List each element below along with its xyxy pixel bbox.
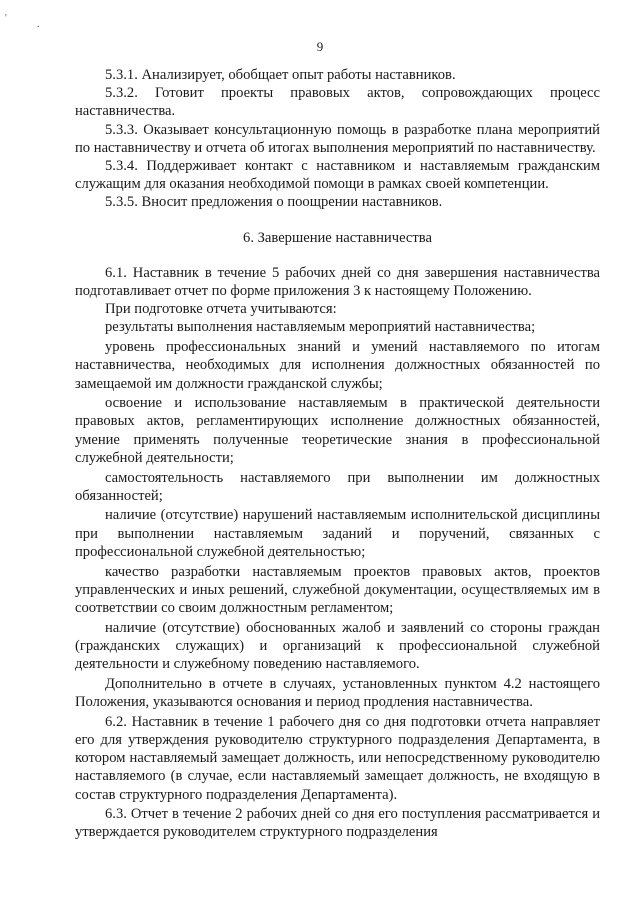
paragraph: При подготовке отчета учитываются: [105,301,337,318]
list-item: освоение и использование наставляемым в практической деятельности правовых актов, регламентирующих исполнение должностных обязанностей, умение применять полученные теоретические знания в профессиональной служебной деятельности; [75,395,600,466]
paragraph-5-3-4: 5.3.4. Поддерживает контакт с наставником и наставляемым гражданским служащим для оказания необходимой помощи в рамках своей компетенции. [75,158,600,193]
list-item: качество разработки наставляемым проектов правовых актов, проектов управленческих и иных решений, служебной документации, осуществляемых им в соответствии со своим должностным регламентом; [75,563,600,616]
page-number: 9 [316,39,324,54]
paragraph-6-3: 6.3. Отчет в течение 2 рабочих дней со дня его поступления рассматривается и утверждается руководителем структурного подразделения [75,806,600,841]
paragraph-5-3-2: 5.3.2. Готовит проекты правовых актов, сопровождающих процесс наставничества. [75,85,600,120]
paragraph-5-3-1: 5.3.1. Анализирует, обобщает опыт работы наставников. [105,67,456,83]
paragraph-5-3-3: 5.3.3. Оказывает консультационную помощь в разработке плана мероприятий по наставничеству и отчета об итогах выполнения мероприятий по наставничеству. [75,121,600,156]
paragraph-6-1: 6.1. Наставник в течение 5 рабочих дней со дня завершения наставничества подготавливает отчет по форме приложения 3 к настоящему Положению. [75,264,600,300]
paragraph: Дополнительно в отчете в случаях, установленных пунктом 4.2 настоящего Положения, указываются основания и период продления наставничества. [75,675,600,710]
paragraph-6-2: 6.2. Наставник в течение 1 рабочего дня со дня подготовки отчета направляет его для утверждения руководителю структурного подразделения Департамента, в котором наставляемый замещает должность, или непосредственному руководителю наставляемого (в случае, если наставляемый замещает должность, не входящую в состав структурного подразделения Департамента). [75,713,600,803]
list-item: самостоятельность наставляемого при выполнении им должностных обязанностей; [75,469,600,504]
document-body [75,66,600,842]
margin-mark: ' [5,13,7,24]
section-heading: 6. Завершение наставничества [243,229,432,246]
list-item: результаты выполнения наставляемым мероприятий наставничества; [105,319,536,336]
list-item: наличие (отсутствие) обоснованных жалоб и заявлений со стороны граждан (гражданских служащих) и организаций к профессиональной служебной деятельности и служебному поведению наставляемого. [75,619,600,673]
list-item: уровень профессиональных знаний и умений наставляемого по итогам наставничества, необходимых для исполнения должностных обязанностей по замещаемой им должности гражданской службы; [75,339,600,392]
list-item: наличие (отсутствие) нарушений наставляемым исполнительской дисциплины при выполнении наставляемым заданий и поручений, связанных с профессиональной служебной деятельностью; [75,507,600,560]
margin-mark: . [37,19,40,30]
paragraph-5-3-5: 5.3.5. Вносит предложения о поощрении наставников. [105,194,443,211]
